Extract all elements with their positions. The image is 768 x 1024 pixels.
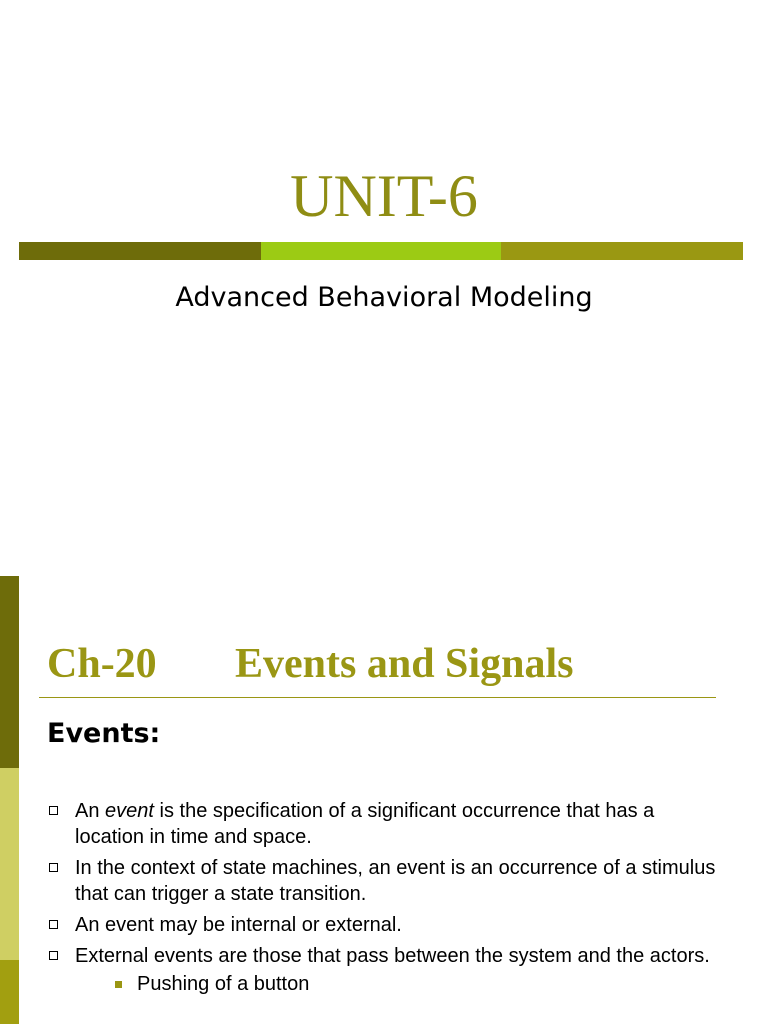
bullet-item (47, 912, 727, 938)
hollow-square-bullet-icon (49, 951, 58, 960)
chapter-number: Ch-20 (47, 641, 157, 687)
sub-bullet-text: Pushing of a button (137, 973, 310, 995)
bullet-item (47, 798, 727, 850)
bullet-text: External events are those that pass between the system and the actors. (75, 945, 710, 967)
slide-title: UNIT-6 (290, 163, 478, 229)
chapter-heading (47, 638, 573, 690)
bullet-text: is the specification of a significant occurrence that has a location in time and space. (75, 800, 655, 848)
side-strip-light (0, 768, 19, 960)
hollow-square-bullet-icon (49, 920, 58, 929)
hollow-square-bullet-icon (49, 806, 58, 815)
bullet-text: An event may be internal or external. (75, 914, 402, 936)
bullet-emphasis: event (105, 800, 154, 822)
heading-divider (39, 697, 716, 698)
side-strip-olive (0, 960, 19, 1024)
bullet-prefix: An (75, 800, 106, 822)
title-bar-segment-dark (19, 242, 261, 260)
bullet-list (47, 798, 727, 1002)
title-bar-segment-olive (501, 242, 743, 260)
side-strip-dark (0, 576, 19, 768)
chapter-topic: Events and Signals (235, 641, 574, 687)
title-bar-segment-lime (261, 242, 501, 260)
filled-square-bullet-icon (115, 981, 122, 988)
bullet-item (47, 855, 727, 907)
slide-subtitle: Advanced Behavioral Modeling (175, 282, 593, 313)
hollow-square-bullet-icon (49, 863, 58, 872)
bullet-item (47, 943, 727, 997)
section-label: Events: (47, 718, 161, 749)
sub-bullet-item (75, 971, 727, 997)
bullet-text: In the context of state machines, an event is an occurrence of a stimulus that can trigger a state transition. (75, 857, 716, 905)
